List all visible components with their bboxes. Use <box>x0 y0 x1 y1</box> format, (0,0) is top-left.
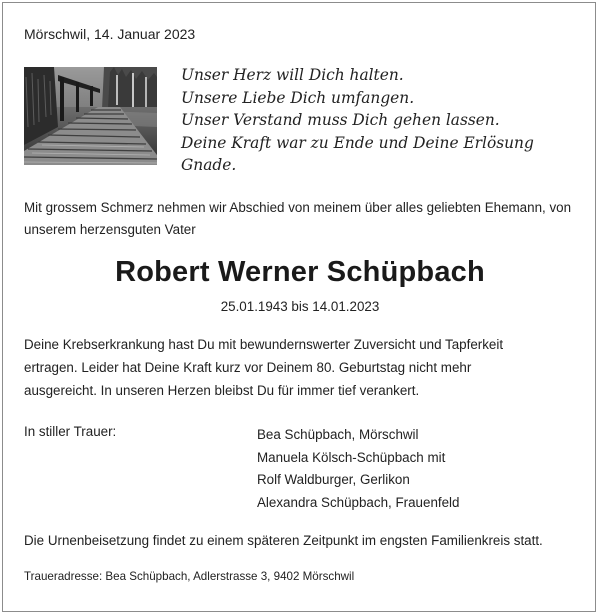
place-date: Mörschwil, 14. Januar 2023 <box>24 26 196 42</box>
poem-line: Unser Verstand muss Dich gehen lassen. <box>181 111 500 130</box>
life-dates: 25.01.1943 bis 14.01.2023 <box>220 299 380 314</box>
mourner-name: Bea Schüpbach, Mörschwil <box>257 427 419 442</box>
boardwalk-photo-image <box>24 67 157 165</box>
boardwalk-photo <box>24 67 157 165</box>
message-line: ertragen. Leider hat Deine Kraft kurz vor Deinem 80. Geburtstag nicht mehr <box>24 360 472 375</box>
poem <box>181 64 534 177</box>
poem-line: Unser Herz will Dich halten. <box>181 66 404 84</box>
poem-line: Gnade. <box>181 156 237 175</box>
poem-line: Unsere Liebe Dich umfangen. <box>181 88 415 107</box>
farewell-message <box>24 333 564 402</box>
mourners-list <box>257 424 459 514</box>
mourning-label: In stiller Trauer: <box>24 424 117 439</box>
message-line: ausgereicht. In unseren Herzen bleibst Du für immer tief verankert. <box>24 383 420 398</box>
message-line: Deine Krebserkrankung hast Du mit bewundernswerter Zuversicht und Tapferkeit <box>24 337 504 352</box>
mourner-name: Manuela Kölsch-Schüpbach mit <box>257 449 446 465</box>
mourner-name: Rolf Waldburger, Gerlikon <box>257 472 410 487</box>
intro-text: Mit grossem Schmerz nehmen wir Abschied von meinem über alles geliebten Ehemann, von unserem herzensguten Vater <box>24 200 572 237</box>
poem-line: Deine Kraft war zu Ende und Deine Erlösung <box>181 133 534 152</box>
mourner-name: Alexandra Schüpbach, Frauenfeld <box>257 494 460 510</box>
burial-notice: Die Urnenbeisetzung findet zu einem späteren Zeitpunkt im engsten Familienkreis statt. <box>24 533 543 548</box>
mourning-address: Traueradresse: Bea Schüpbach, Adlerstrasse 3, 9402 Mörschwil <box>24 570 355 583</box>
deceased-name: Robert Werner Schüpbach <box>115 256 485 288</box>
